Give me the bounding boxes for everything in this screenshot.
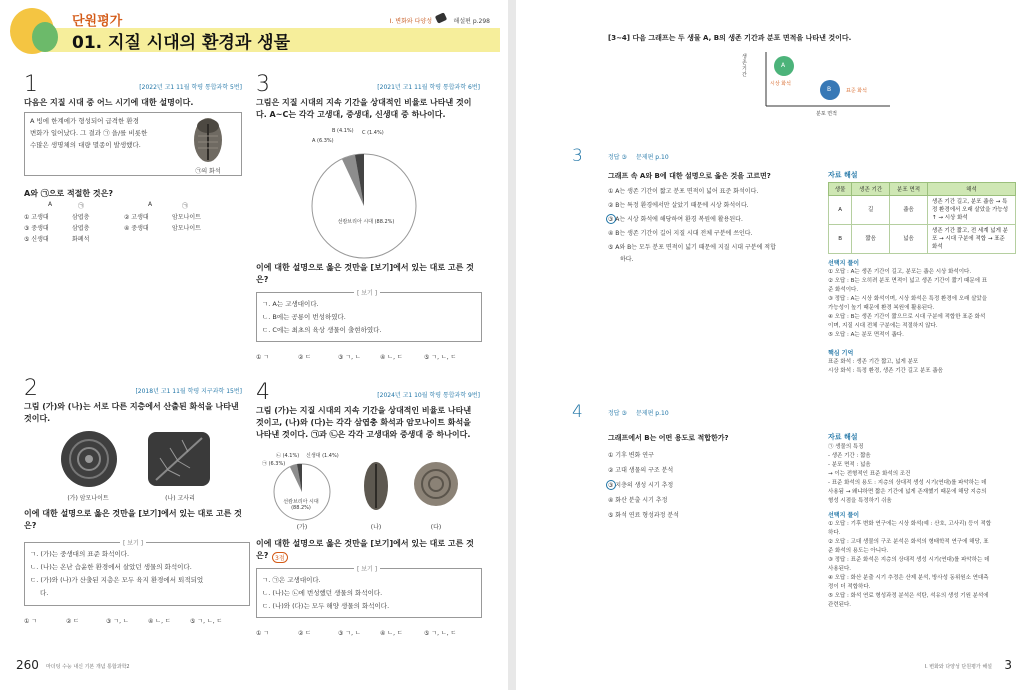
- question-ask: 이에 대한 설명으로 옳은 것만을 [보기]에서 있는 대로 고른 것: [256, 263, 474, 272]
- answer-choice[interactable]: ③ ㄱ, ㄴ: [106, 618, 129, 625]
- fossil-caption: (가) 암모나이트: [67, 495, 109, 502]
- side-section-title: 자료 해설: [828, 171, 858, 179]
- answer-choice[interactable]: ① ㄱ: [256, 630, 270, 637]
- column-header: A: [148, 201, 153, 208]
- pie-label: ㉠ (6.3%): [262, 461, 286, 467]
- table-cell: 생존 기간 짧고, 전 세계 넓게 분포 → 시대 구분에 적합 → 표준 화석: [928, 225, 1016, 254]
- question-number: 2: [24, 376, 38, 401]
- table-header: 해석: [928, 183, 1016, 196]
- question-text: 다음은 지질 시대 중 어느 시기에 대한 설명이다.: [24, 98, 194, 107]
- graph-note: 표준 화석: [846, 88, 867, 94]
- graph-point-label: B: [827, 86, 832, 93]
- page-number: 3: [1004, 658, 1012, 672]
- intro-text: [3~4] 다음 그래프는 두 생물 A, B의 생존 기간과 분포 면적을 나타낸 것이다.: [608, 34, 852, 42]
- question-ask: 이에 대한 설명으로 옳은 것만을 [보기]에서 있는 대로 고른 것: [24, 509, 242, 518]
- figure-caption: (다): [430, 524, 442, 531]
- pie-label: ㉡ (4.1%): [276, 453, 300, 459]
- side-text: 사용된다.: [828, 566, 852, 572]
- question-text: 다. A~C는 각각 고생대, 중생대, 신생대 중 하나이다.: [256, 110, 446, 119]
- side-text: 준 화석의 용도는 아니다.: [828, 548, 889, 554]
- side-text: - 분포 면적 : 넓음: [828, 462, 871, 468]
- pie-label: 신생대 (1.4%): [306, 453, 339, 459]
- data-analysis-table: [828, 182, 1016, 254]
- side-text: → 이는 전형적인 표준 화석의 조건: [828, 471, 911, 477]
- passage-line: A 빙에 한계에가 형성되어 급격한 환경: [30, 117, 139, 125]
- correct-mark-icon: [606, 480, 616, 490]
- unit-tag: Ⅰ. 변화와 다양성: [389, 18, 432, 25]
- question-number: 4: [256, 380, 270, 405]
- pie-chart-geologic-time: [290, 124, 440, 264]
- pie-label: 선캄브리아 시대 (88.2%): [283, 499, 319, 511]
- column-header: ㉠: [182, 203, 189, 210]
- graph-ylabel: 생존 기간: [742, 54, 747, 78]
- answer-label: 정답 ③: [608, 410, 627, 417]
- bogi-item: ㄱ. (가)는 중생대의 표준 화석이다.: [30, 550, 130, 558]
- table-cell: 짧음: [852, 225, 890, 254]
- choice-option[interactable]: ② 고생대: [124, 214, 149, 221]
- table-header: 생물: [829, 183, 852, 196]
- answer-choice[interactable]: ① ㄱ: [256, 354, 270, 361]
- answer-choice[interactable]: ④ ㄴ, ㄷ: [148, 618, 171, 625]
- ammonite-fossil-image: [56, 428, 122, 490]
- question-source: [2022년 고1 11월 학평 통합과학 5번]: [139, 84, 242, 91]
- column-header: ㉠: [78, 203, 85, 210]
- bogi-title: [ 보기 ]: [120, 538, 146, 547]
- graph-point-label: A: [781, 62, 786, 69]
- answer-ref: 해설편 p.298: [453, 18, 490, 25]
- footer-text: 마더텅 수능 내신 기본 개념 통합과학2: [46, 664, 130, 670]
- page-title: 01. 지질 시대의 환경과 생물: [72, 33, 291, 53]
- side-text: 정이 더 적합하다.: [828, 584, 871, 590]
- side-text: ① 오답 : 기후 변화 연구에는 시상 화석(예 : 산호, 고사리) 등이 적합: [828, 521, 992, 527]
- side-text: ③ 정답 : A는 시상 화석이며, 시상 화석은 특정 환경에 오래 살았을: [828, 296, 988, 302]
- table-cell: 생존 기간 길고, 분포 좁음 → 특정 환경에서 오래 살았을 가능성 ↑ → 시상 화석: [928, 196, 1016, 225]
- pie-label: 선캄브리아 시대 (88.2%): [337, 219, 395, 225]
- solution-question: 그래프 속 A와 B에 대한 설명으로 옳은 것을 고르면?: [608, 172, 771, 180]
- question-number: 3: [256, 72, 270, 97]
- figure-caption: (가): [296, 524, 308, 531]
- side-text: ⑤ 오답 : A는 분포 면적이 좁다.: [828, 332, 904, 338]
- choice-option[interactable]: ④ 중생대: [124, 225, 149, 232]
- answer-choice[interactable]: ② ㄷ: [298, 354, 312, 361]
- side-section-title: 자료 해설: [828, 433, 858, 441]
- answer-choice[interactable]: ① ㄱ: [24, 618, 38, 625]
- solution-option: ⑤ A와 B는 모두 분포 면적이 넓기 때문에 지질 시대 구분에 적합: [608, 244, 776, 251]
- answer-choice[interactable]: ③ ㄱ, ㄴ: [338, 354, 361, 361]
- side-text: 하다.: [828, 530, 841, 536]
- solution-option: ② 고대 생물의 구조 분석: [608, 467, 674, 474]
- choice-option[interactable]: ① 고생대: [24, 214, 49, 221]
- choice-option[interactable]: ③ 중생대: [24, 225, 49, 232]
- question-text: 그림 (가)와 (나)는 서로 다른 지층에서 산출된 화석을 나타낸: [24, 402, 239, 411]
- choice-option-value: 삼엽충: [72, 225, 90, 232]
- question-ask: 은?: [24, 521, 37, 530]
- answer-choice[interactable]: ② ㄷ: [66, 618, 80, 625]
- answer-label: 정답 ③: [608, 154, 627, 161]
- solution-option: ① 기후 변화 연구: [608, 452, 654, 459]
- fossil-caption: ㉠의 화석: [195, 168, 221, 175]
- side-section-title: 선택지 풀이: [828, 512, 860, 519]
- passage-line: 수많은 생명체의 대량 멸종이 발생했다.: [30, 141, 141, 149]
- fern-fossil-image: [146, 428, 212, 490]
- solution-option: 하다.: [620, 256, 634, 263]
- trilobite-fossil-image: [180, 114, 236, 164]
- side-text: 이며, 지질 시대 전체 구분에는 적절하지 않다.: [828, 323, 938, 329]
- solution-option: ⑤ 화석 연료 형성과정 분석: [608, 512, 679, 519]
- side-text: ⑤ 오답 : 화석 연료 형성과정 분석은 석탄, 석유의 생성 기원 분석에: [828, 593, 989, 599]
- side-text: 시상 화석 : 특정 환경, 생존 기간 길고 분포 좁음: [828, 368, 943, 374]
- answer-choice[interactable]: ③ ㄱ, ㄴ: [338, 630, 361, 637]
- solution-option-correct: ③ 지층의 생성 시기 추정: [608, 482, 674, 489]
- answer-choice[interactable]: ④ ㄴ, ㄷ: [380, 630, 403, 637]
- left-page: [0, 0, 508, 690]
- side-text: ② 오답 : B는 오히려 분포 면적이 넓고 생존 기간이 짧기 때문에 표: [828, 278, 988, 284]
- table-cell: 길: [852, 196, 890, 225]
- bogi-item: ㄱ. A는 고생대이다.: [262, 300, 319, 308]
- answer-choice[interactable]: ② ㄷ: [298, 630, 312, 637]
- solution-number: 4: [572, 402, 583, 422]
- side-text: 준 화석이다.: [828, 287, 859, 293]
- solution-question: 그래프에서 B는 어떤 용도로 적합한가?: [608, 434, 729, 442]
- side-text: - 생존 기간 : 짧음: [828, 453, 871, 459]
- header-tree-decoration: [32, 22, 58, 52]
- bogi-title: [ 보기 ]: [354, 564, 380, 573]
- answer-choice[interactable]: ⑤ ㄱ, ㄴ, ㄷ: [424, 630, 457, 637]
- side-text: ① 오답 : A는 생존 기간이 길고, 분포는 좁은 시상 화석이다.: [828, 269, 972, 275]
- solution-option: ④ 화산 분출 시기 추정: [608, 497, 668, 504]
- answer-choice[interactable]: ⑤ ㄱ, ㄴ, ㄷ: [424, 354, 457, 361]
- bogi-title: [ 보기 ]: [354, 288, 380, 297]
- question-text: 것이다.: [24, 414, 51, 423]
- footer-text: Ⅰ. 변화와 다양성 단원평가 해설: [924, 664, 992, 670]
- passage-line: 변화가 일어났다. 그 결과 ㉠ 을/를 비롯한: [30, 129, 148, 137]
- question-ask: 은?: [256, 275, 269, 284]
- bogi-item: ㄷ. (가)와 (나)가 산출된 지층은 모두 육지 환경에서 퇴적되었: [30, 576, 204, 584]
- side-text: 가능성이 높기 때문에 환경 복원에 활용된다.: [828, 305, 935, 311]
- bogi-item: 다.: [40, 589, 49, 597]
- table-header: 분포 면적: [890, 183, 928, 196]
- side-section-title: 선택지 풀이: [828, 260, 860, 267]
- side-text: ② 오답 : 고대 생물의 구조 분석은 화석의 형태학적 연구에 해당, 표: [828, 539, 989, 545]
- solution-option-correct: ③ A는 시상 화석에 해당하여 환경 복원에 활용된다.: [608, 216, 743, 223]
- table-header: 생존 기간: [852, 183, 890, 196]
- unit-label: 단원평가: [72, 14, 123, 29]
- side-text: ③ 정답 : 표준 화석은 지층의 상대적 생성 시기(연대)를 파악하는 데: [828, 557, 990, 563]
- question-source: [2024년 고1 10월 학평 통합과학 9번]: [377, 392, 480, 399]
- table-cell: B: [829, 225, 852, 254]
- solution-option: ② B는 특정 환경에서만 살았기 때문에 시상 화석이다.: [608, 202, 749, 209]
- side-text: ④ 오답 : 화산 분출 시기 추정은 산제 분석, 방사성 동위원소 연대측: [828, 575, 989, 581]
- bogi-item: ㄷ. C에는 최초의 육상 생물이 출현하였다.: [262, 326, 382, 334]
- table-cell: 좁음: [890, 196, 928, 225]
- choice-option-value: 암모나이트: [172, 225, 201, 232]
- table-cell: 넓음: [890, 225, 928, 254]
- question-source: [2018년 고1 11월 학평 지구과학 15번]: [135, 388, 242, 395]
- unit-header: [10, 6, 502, 60]
- side-text: ㉠ 생물의 특징: [828, 444, 864, 450]
- choice-option-value: 삼엽충: [72, 214, 90, 221]
- side-text: 표준 화석 : 생존 기간 짧고, 넓게 분포: [828, 359, 919, 365]
- pie-label: A (6.3%): [312, 138, 334, 144]
- side-text: 사용됨 → 왜냐하면 짧은 기간에 넓게 존재했기 때문에 해당 지층의: [828, 489, 987, 495]
- question-text: 그림 (가)는 지질 시대의 지속 기간을 상대적인 비율로 나타낸: [256, 406, 472, 415]
- question-number: 1: [24, 72, 38, 97]
- side-section-title: 핵심 기억: [828, 350, 854, 357]
- solution-number: 3: [572, 146, 583, 166]
- answer-choice[interactable]: ④ ㄴ, ㄷ: [380, 354, 403, 361]
- question-ask: A와 ㉠으로 적절한 것은?: [24, 189, 114, 198]
- answer-ref: 문제편 p.10: [636, 154, 669, 161]
- pie-label: C (1.4%): [362, 130, 384, 136]
- answer-ref: 문제편 p.10: [636, 410, 669, 417]
- question-ask: 이에 대한 설명으로 옳은 것만을 [보기]에서 있는 대로 고른 것: [256, 539, 474, 548]
- table-cell: A: [829, 196, 852, 225]
- question-source: [2021년 고1 11월 학평 통합과학 6번]: [377, 84, 480, 91]
- points-badge: 3점: [272, 552, 288, 563]
- fossil-caption: (나) 고사리: [165, 495, 195, 502]
- question-ask: 은?: [256, 551, 269, 560]
- solution-option: ④ B는 생존 기간이 길어 지질 시대 전체 구분에 쓰인다.: [608, 230, 753, 237]
- question-text: 그림은 지질 시대의 지속 기간을 상대적인 비율로 나타낸 것이: [256, 98, 472, 107]
- page-number: 260: [16, 658, 39, 672]
- answer-choice[interactable]: ⑤ ㄱ, ㄴ, ㄷ: [190, 618, 223, 625]
- right-page: [516, 0, 1024, 690]
- side-text: ④ 오답 : B는 생존 기간이 짧으므로 시대 구분에 적합한 표준 화석: [828, 314, 986, 320]
- ammonite-fossil-image: [410, 458, 462, 510]
- choice-option[interactable]: ⑤ 신생대: [24, 236, 49, 243]
- side-text: 형성 시점을 특정하기 쉬움: [828, 498, 892, 504]
- pie-label: B (4.1%): [332, 128, 354, 134]
- question-text: 나타낸 것이다. ㉠과 ㉡은 각각 고생대와 중생대 중 하나이다.: [256, 430, 471, 439]
- question-text: 것이고, (나)와 (다)는 각각 삼엽충 화석과 암모나이트 화석을: [256, 418, 471, 427]
- solution-option: ① A는 생존 기간이 짧고 분포 면적이 넓어 표준 화석이다.: [608, 188, 759, 195]
- trilobite-fossil-image: [356, 456, 396, 514]
- bogi-item: ㄱ. ㉠은 고생대이다.: [262, 576, 321, 584]
- choice-option-value: 화폐석: [72, 236, 90, 243]
- bogi-item: ㄴ. (나)는 ㉡에 번성했던 생물의 화석이다.: [262, 589, 383, 597]
- graph-note: 시상 화석: [770, 81, 791, 87]
- bogi-item: ㄴ. (나)는 온난 습윤한 환경에서 살았던 생물의 화석이다.: [30, 563, 192, 571]
- graph-xlabel: 분포 면적: [816, 111, 837, 117]
- pencil-icon: [435, 12, 447, 23]
- bogi-item: ㄷ. (나)와 (다)는 모두 해양 생물의 화석이다.: [262, 602, 390, 610]
- choice-option-value: 암모나이트: [172, 214, 201, 221]
- side-text: 관련된다.: [828, 602, 852, 608]
- correct-mark-icon: [606, 214, 616, 224]
- column-header: A: [48, 201, 53, 208]
- side-text: - 표준 화석의 용도 : 지층의 상대적 생성 시기(연대)를 파악하는 데: [828, 480, 987, 486]
- figure-caption: (나): [370, 524, 382, 531]
- bogi-item: ㄴ. B에는 공룡이 번성하였다.: [262, 313, 346, 321]
